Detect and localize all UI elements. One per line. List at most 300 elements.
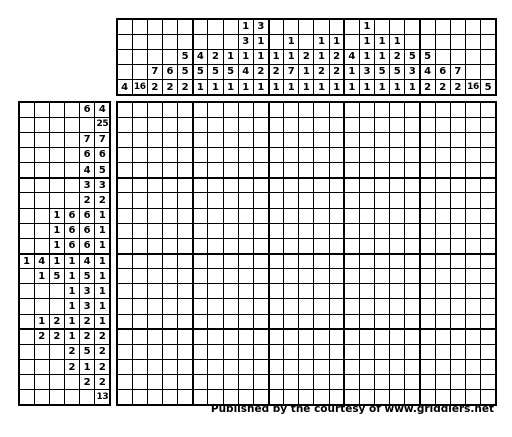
grid-cell[interactable] [405,102,420,117]
grid-cell[interactable] [208,360,223,375]
grid-cell[interactable] [162,360,177,375]
grid-cell[interactable] [465,102,480,117]
grid-cell[interactable] [465,314,480,329]
grid-cell[interactable] [390,375,405,390]
grid-cell[interactable] [359,147,374,162]
grid-cell[interactable] [223,238,238,253]
grid-cell[interactable] [132,102,147,117]
grid-cell[interactable] [299,208,314,223]
grid-cell[interactable] [375,314,390,329]
grid-cell[interactable] [208,223,223,238]
grid-cell[interactable] [284,329,299,344]
grid-cell[interactable] [238,117,253,132]
grid-cell[interactable] [375,238,390,253]
grid-cell[interactable] [269,375,284,390]
grid-cell[interactable] [284,284,299,299]
grid-cell[interactable] [132,390,147,405]
grid-cell[interactable] [223,193,238,208]
grid-cell[interactable] [450,314,465,329]
grid-cell[interactable] [359,208,374,223]
grid-cell[interactable] [344,102,359,117]
grid-cell[interactable] [481,314,496,329]
grid-cell[interactable] [284,375,299,390]
grid-cell[interactable] [481,147,496,162]
grid-cell[interactable] [299,375,314,390]
grid-cell[interactable] [450,208,465,223]
grid-cell[interactable] [193,299,208,314]
grid-cell[interactable] [253,284,268,299]
grid-cell[interactable] [420,360,435,375]
grid-cell[interactable] [147,223,162,238]
grid-cell[interactable] [178,299,193,314]
grid-cell[interactable] [359,375,374,390]
grid-cell[interactable] [223,163,238,178]
grid-cell[interactable] [299,344,314,359]
grid-cell[interactable] [329,147,344,162]
grid-cell[interactable] [344,238,359,253]
grid-cell[interactable] [269,360,284,375]
grid-cell[interactable] [284,117,299,132]
grid-cell[interactable] [329,254,344,269]
grid-cell[interactable] [314,269,329,284]
grid-cell[interactable] [435,147,450,162]
grid-cell[interactable] [147,254,162,269]
grid-cell[interactable] [405,299,420,314]
grid-cell[interactable] [329,163,344,178]
grid-cell[interactable] [465,254,480,269]
grid-cell[interactable] [344,147,359,162]
grid-cell[interactable] [253,208,268,223]
grid-cell[interactable] [359,360,374,375]
grid-cell[interactable] [208,163,223,178]
grid-cell[interactable] [344,178,359,193]
grid-cell[interactable] [344,254,359,269]
grid-cell[interactable] [390,284,405,299]
grid-cell[interactable] [405,193,420,208]
grid-cell[interactable] [375,299,390,314]
grid-cell[interactable] [344,208,359,223]
grid-cell[interactable] [284,147,299,162]
grid-cell[interactable] [284,208,299,223]
grid-cell[interactable] [359,284,374,299]
grid-cell[interactable] [162,147,177,162]
grid-cell[interactable] [178,238,193,253]
grid-cell[interactable] [299,254,314,269]
grid-cell[interactable] [375,344,390,359]
grid-cell[interactable] [208,132,223,147]
grid-cell[interactable] [178,178,193,193]
grid-cell[interactable] [465,223,480,238]
grid-cell[interactable] [162,238,177,253]
grid-cell[interactable] [344,329,359,344]
grid-cell[interactable] [450,344,465,359]
grid-cell[interactable] [223,360,238,375]
grid-cell[interactable] [117,132,132,147]
grid-cell[interactable] [253,375,268,390]
grid-cell[interactable] [299,299,314,314]
grid-cell[interactable] [193,117,208,132]
grid-cell[interactable] [117,147,132,162]
grid-cell[interactable] [420,299,435,314]
grid-cell[interactable] [481,117,496,132]
grid-cell[interactable] [405,208,420,223]
grid-cell[interactable] [208,329,223,344]
grid-cell[interactable] [208,254,223,269]
grid-cell[interactable] [420,163,435,178]
grid-cell[interactable] [375,178,390,193]
grid-cell[interactable] [359,269,374,284]
grid-cell[interactable] [132,360,147,375]
grid-cell[interactable] [344,299,359,314]
grid-cell[interactable] [420,314,435,329]
grid-cell[interactable] [269,223,284,238]
grid-cell[interactable] [193,329,208,344]
grid-cell[interactable] [481,223,496,238]
grid-cell[interactable] [132,117,147,132]
grid-cell[interactable] [329,208,344,223]
grid-cell[interactable] [420,208,435,223]
grid-cell[interactable] [162,208,177,223]
grid-cell[interactable] [450,147,465,162]
grid-cell[interactable] [178,314,193,329]
grid-cell[interactable] [208,299,223,314]
grid-cell[interactable] [435,208,450,223]
grid-cell[interactable] [238,102,253,117]
grid-cell[interactable] [481,329,496,344]
grid-cell[interactable] [117,284,132,299]
grid-cell[interactable] [269,208,284,223]
grid-cell[interactable] [193,254,208,269]
grid-cell[interactable] [253,223,268,238]
grid-cell[interactable] [481,193,496,208]
grid-cell[interactable] [435,132,450,147]
grid-cell[interactable] [193,178,208,193]
grid-cell[interactable] [465,208,480,223]
grid-cell[interactable] [435,193,450,208]
grid-cell[interactable] [223,147,238,162]
grid-cell[interactable] [269,147,284,162]
grid-cell[interactable] [253,178,268,193]
grid-cell[interactable] [359,238,374,253]
grid-cell[interactable] [284,178,299,193]
grid-cell[interactable] [329,269,344,284]
grid-cell[interactable] [435,223,450,238]
grid-cell[interactable] [450,375,465,390]
grid-cell[interactable] [359,329,374,344]
grid-cell[interactable] [253,344,268,359]
grid-cell[interactable] [375,163,390,178]
grid-cell[interactable] [162,299,177,314]
grid-cell[interactable] [390,314,405,329]
grid-cell[interactable] [193,390,208,405]
grid-cell[interactable] [435,329,450,344]
grid-cell[interactable] [314,284,329,299]
grid-cell[interactable] [465,178,480,193]
grid-cell[interactable] [223,375,238,390]
grid-cell[interactable] [117,299,132,314]
grid-cell[interactable] [162,132,177,147]
grid-cell[interactable] [481,375,496,390]
grid-cell[interactable] [359,178,374,193]
grid-cell[interactable] [238,238,253,253]
grid-cell[interactable] [314,299,329,314]
grid-cell[interactable] [178,390,193,405]
grid-cell[interactable] [465,284,480,299]
grid-cell[interactable] [238,178,253,193]
grid-cell[interactable] [193,314,208,329]
grid-cell[interactable] [223,299,238,314]
grid-cell[interactable] [117,208,132,223]
grid-cell[interactable] [314,163,329,178]
grid-cell[interactable] [465,269,480,284]
grid-cell[interactable] [284,163,299,178]
grid-cell[interactable] [223,102,238,117]
grid-cell[interactable] [420,284,435,299]
grid-cell[interactable] [223,329,238,344]
grid-cell[interactable] [314,147,329,162]
grid-cell[interactable] [299,223,314,238]
grid-cell[interactable] [238,193,253,208]
grid-cell[interactable] [238,132,253,147]
grid-cell[interactable] [405,147,420,162]
grid-cell[interactable] [132,208,147,223]
grid-cell[interactable] [147,390,162,405]
grid-cell[interactable] [314,254,329,269]
grid-cell[interactable] [178,223,193,238]
grid-cell[interactable] [375,223,390,238]
grid-cell[interactable] [450,193,465,208]
grid-cell[interactable] [117,238,132,253]
grid-cell[interactable] [162,344,177,359]
grid-cell[interactable] [208,284,223,299]
grid-cell[interactable] [132,284,147,299]
grid-cell[interactable] [359,223,374,238]
grid-cell[interactable] [147,132,162,147]
grid-cell[interactable] [329,284,344,299]
grid-cell[interactable] [162,269,177,284]
grid-cell[interactable] [193,375,208,390]
grid-cell[interactable] [390,102,405,117]
grid-cell[interactable] [147,178,162,193]
grid-cell[interactable] [162,102,177,117]
grid-cell[interactable] [420,178,435,193]
grid-cell[interactable] [481,360,496,375]
grid-cell[interactable] [223,132,238,147]
grid-cell[interactable] [359,132,374,147]
grid-cell[interactable] [450,269,465,284]
grid-cell[interactable] [375,102,390,117]
grid-cell[interactable] [238,208,253,223]
grid-cell[interactable] [238,269,253,284]
grid-cell[interactable] [375,375,390,390]
grid-cell[interactable] [132,223,147,238]
grid-cell[interactable] [193,163,208,178]
grid-cell[interactable] [314,178,329,193]
grid-cell[interactable] [162,314,177,329]
grid-cell[interactable] [390,360,405,375]
grid-cell[interactable] [132,178,147,193]
grid-cell[interactable] [238,223,253,238]
grid-cell[interactable] [269,254,284,269]
grid-cell[interactable] [193,238,208,253]
grid-cell[interactable] [208,269,223,284]
grid-cell[interactable] [375,147,390,162]
grid-cell[interactable] [284,269,299,284]
grid-cell[interactable] [147,102,162,117]
grid-cell[interactable] [329,178,344,193]
grid-cell[interactable] [344,269,359,284]
grid-cell[interactable] [223,178,238,193]
grid-cell[interactable] [465,299,480,314]
grid-cell[interactable] [435,360,450,375]
grid-cell[interactable] [193,193,208,208]
grid-cell[interactable] [162,163,177,178]
grid-cell[interactable] [147,329,162,344]
grid-cell[interactable] [299,193,314,208]
grid-cell[interactable] [284,102,299,117]
grid-cell[interactable] [359,254,374,269]
grid-cell[interactable] [178,375,193,390]
grid-cell[interactable] [450,329,465,344]
grid-cell[interactable] [420,254,435,269]
grid-cell[interactable] [193,223,208,238]
grid-cell[interactable] [208,178,223,193]
grid-cell[interactable] [117,163,132,178]
grid-cell[interactable] [359,299,374,314]
grid-cell[interactable] [253,132,268,147]
grid-cell[interactable] [132,344,147,359]
grid-cell[interactable] [253,360,268,375]
grid-cell[interactable] [420,132,435,147]
grid-cell[interactable] [420,117,435,132]
grid-cell[interactable] [299,132,314,147]
grid-cell[interactable] [450,178,465,193]
grid-cell[interactable] [481,178,496,193]
grid-cell[interactable] [117,344,132,359]
grid-cell[interactable] [344,344,359,359]
grid-cell[interactable] [329,132,344,147]
grid-cell[interactable] [465,375,480,390]
grid-cell[interactable] [284,344,299,359]
grid-cell[interactable] [465,360,480,375]
grid-cell[interactable] [117,375,132,390]
grid-cell[interactable] [178,284,193,299]
grid-cell[interactable] [284,238,299,253]
grid-cell[interactable] [132,132,147,147]
grid-cell[interactable] [420,223,435,238]
grid-cell[interactable] [299,360,314,375]
grid-cell[interactable] [147,193,162,208]
grid-cell[interactable] [481,254,496,269]
grid-cell[interactable] [162,193,177,208]
grid-cell[interactable] [450,299,465,314]
grid-cell[interactable] [420,344,435,359]
grid-cell[interactable] [405,117,420,132]
grid-cell[interactable] [147,284,162,299]
grid-cell[interactable] [178,360,193,375]
grid-cell[interactable] [238,360,253,375]
grid-cell[interactable] [178,102,193,117]
grid-cell[interactable] [238,375,253,390]
grid-cell[interactable] [344,360,359,375]
grid-cell[interactable] [178,269,193,284]
grid-cell[interactable] [147,238,162,253]
grid-cell[interactable] [314,360,329,375]
grid-cell[interactable] [284,223,299,238]
grid-cell[interactable] [420,269,435,284]
grid-cell[interactable] [269,299,284,314]
grid-cell[interactable] [329,193,344,208]
grid-cell[interactable] [375,269,390,284]
grid-cell[interactable] [344,314,359,329]
grid-cell[interactable] [299,147,314,162]
grid-cell[interactable] [314,238,329,253]
grid-cell[interactable] [329,314,344,329]
grid-cell[interactable] [390,223,405,238]
grid-cell[interactable] [238,163,253,178]
grid-cell[interactable] [193,269,208,284]
grid-cell[interactable] [269,269,284,284]
grid-cell[interactable] [390,254,405,269]
grid-cell[interactable] [208,238,223,253]
grid-cell[interactable] [132,269,147,284]
grid-cell[interactable] [450,284,465,299]
grid-cell[interactable] [420,102,435,117]
grid-cell[interactable] [284,132,299,147]
grid-cell[interactable] [132,329,147,344]
grid-cell[interactable] [481,238,496,253]
grid-cell[interactable] [117,329,132,344]
grid-cell[interactable] [208,193,223,208]
grid-cell[interactable] [147,208,162,223]
grid-cell[interactable] [117,193,132,208]
grid-cell[interactable] [405,254,420,269]
grid-cell[interactable] [193,208,208,223]
grid-cell[interactable] [435,102,450,117]
grid-cell[interactable] [193,102,208,117]
grid-cell[interactable] [481,208,496,223]
grid-cell[interactable] [359,117,374,132]
grid-cell[interactable] [238,314,253,329]
grid-cell[interactable] [314,314,329,329]
grid-cell[interactable] [390,269,405,284]
grid-cell[interactable] [208,147,223,162]
grid-cell[interactable] [481,299,496,314]
grid-cell[interactable] [147,344,162,359]
grid-cell[interactable] [269,284,284,299]
grid-cell[interactable] [253,117,268,132]
grid-cell[interactable] [481,132,496,147]
grid-cell[interactable] [481,344,496,359]
grid-cell[interactable] [253,269,268,284]
grid-cell[interactable] [420,193,435,208]
grid-cell[interactable] [117,178,132,193]
grid-cell[interactable] [147,360,162,375]
grid-cell[interactable] [178,132,193,147]
grid-cell[interactable] [193,344,208,359]
grid-cell[interactable] [390,238,405,253]
grid-cell[interactable] [132,193,147,208]
grid-cell[interactable] [390,193,405,208]
grid-cell[interactable] [299,238,314,253]
grid-cell[interactable] [314,223,329,238]
grid-cell[interactable] [405,178,420,193]
grid-cell[interactable] [405,329,420,344]
grid-cell[interactable] [269,238,284,253]
grid-cell[interactable] [329,375,344,390]
grid-cell[interactable] [299,117,314,132]
grid-cell[interactable] [390,163,405,178]
